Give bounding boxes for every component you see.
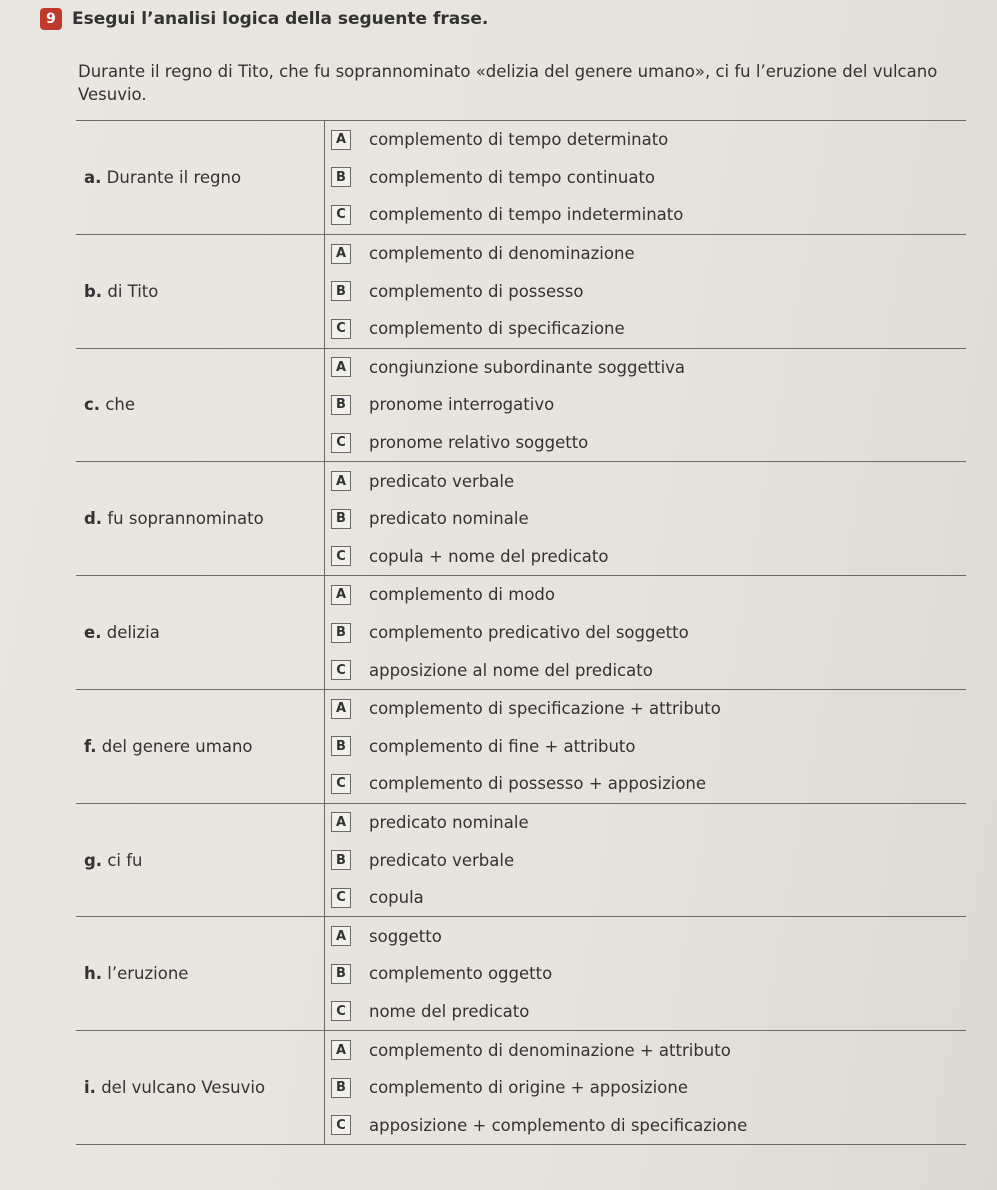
item-text: fu soprannominato	[107, 509, 264, 529]
option-b[interactable]	[331, 386, 966, 424]
option-text: complemento predicativo del soggetto	[369, 623, 689, 643]
option-a[interactable]	[331, 235, 966, 273]
option-letter-box[interactable]: C	[331, 888, 351, 908]
table-row	[76, 803, 966, 917]
exercise-instruction: Esegui l’analisi logica della seguente frase.	[72, 9, 489, 29]
options-cell	[325, 917, 967, 1031]
option-a[interactable]	[331, 917, 966, 955]
option-letter-box[interactable]: A	[331, 244, 351, 264]
option-letter-box[interactable]: A	[331, 1040, 351, 1060]
table-row	[76, 462, 966, 576]
option-b[interactable]	[331, 159, 966, 197]
option-letter-box[interactable]: A	[331, 926, 351, 946]
options-cell	[325, 462, 967, 576]
option-letter-box[interactable]: B	[331, 623, 351, 643]
option-text: complemento di modo	[369, 585, 555, 605]
item-label	[76, 234, 325, 348]
item-text: del genere umano	[101, 736, 253, 756]
table-row	[76, 121, 966, 235]
item-text: di Tito	[107, 281, 159, 301]
item-text: del vulcano Vesuvio	[101, 1078, 266, 1098]
item-text: che	[105, 395, 135, 415]
option-letter-box[interactable]: A	[331, 357, 351, 377]
option-letter-box[interactable]: B	[331, 395, 351, 415]
option-letter-box[interactable]: C	[331, 1115, 351, 1135]
option-a[interactable]	[331, 804, 966, 842]
item-letter: f.	[84, 736, 97, 756]
item-label	[76, 803, 325, 917]
option-c[interactable]	[331, 879, 966, 917]
option-letter-box[interactable]: A	[331, 130, 351, 150]
item-letter: e.	[84, 623, 102, 643]
option-c[interactable]	[331, 993, 966, 1031]
option-a[interactable]	[331, 690, 966, 728]
table-row	[76, 917, 966, 1031]
option-text: complemento di tempo determinato	[369, 130, 669, 150]
item-letter: d.	[84, 509, 103, 529]
option-letter-box[interactable]: B	[331, 736, 351, 756]
option-text: complemento di possesso + apposizione	[369, 774, 707, 794]
option-letter-box[interactable]: C	[331, 546, 351, 566]
item-letter: a.	[84, 167, 102, 187]
item-label	[76, 1031, 325, 1145]
item-letter: h.	[84, 964, 103, 984]
option-letter-box[interactable]: C	[331, 433, 351, 453]
option-a[interactable]	[331, 349, 966, 387]
option-text: complemento oggetto	[369, 964, 553, 984]
table-row	[76, 1031, 966, 1145]
options-cell	[325, 234, 967, 348]
option-letter-box[interactable]: A	[331, 699, 351, 719]
item-letter: g.	[84, 850, 103, 870]
option-a[interactable]	[331, 462, 966, 500]
option-text: complemento di specificazione	[369, 319, 625, 339]
option-text: complemento di denominazione + attributo	[369, 1040, 731, 1060]
item-label	[76, 576, 325, 690]
table-row	[76, 689, 966, 803]
option-text: complemento di tempo continuato	[369, 167, 656, 187]
option-letter-box[interactable]: C	[331, 660, 351, 680]
item-label	[76, 462, 325, 576]
option-c[interactable]	[331, 538, 966, 576]
item-text: Durante il regno	[106, 167, 242, 187]
option-text: complemento di origine + apposizione	[369, 1078, 688, 1098]
options-cell	[325, 803, 967, 917]
options-cell	[325, 689, 967, 803]
option-text: complemento di specificazione + attributo	[369, 699, 721, 719]
option-b[interactable]	[331, 614, 966, 652]
option-text: complemento di possesso	[369, 281, 584, 301]
table-row	[76, 576, 966, 690]
option-letter-box[interactable]: A	[331, 471, 351, 491]
option-b[interactable]	[331, 1069, 966, 1107]
option-letter-box[interactable]: B	[331, 509, 351, 529]
option-text: complemento di fine + attributo	[369, 736, 636, 756]
item-text: delizia	[106, 623, 160, 643]
option-b[interactable]	[331, 955, 966, 993]
option-a[interactable]	[331, 576, 966, 614]
option-c[interactable]	[331, 651, 966, 689]
option-b[interactable]	[331, 500, 966, 538]
option-letter-box[interactable]: B	[331, 281, 351, 301]
option-text: predicato nominale	[369, 812, 529, 832]
item-text: l’eruzione	[107, 964, 189, 984]
item-text: ci fu	[107, 850, 143, 870]
option-letter-box[interactable]: C	[331, 205, 351, 225]
option-text: copula	[369, 888, 424, 908]
item-label	[76, 917, 325, 1031]
option-b[interactable]	[331, 841, 966, 879]
item-letter: b.	[84, 281, 103, 301]
option-letter-box[interactable]: B	[331, 850, 351, 870]
option-letter-box[interactable]: B	[331, 167, 351, 187]
option-text: predicato verbale	[369, 471, 515, 491]
option-c[interactable]	[331, 310, 966, 348]
option-letter-box[interactable]: B	[331, 1078, 351, 1098]
option-letter-box[interactable]: B	[331, 964, 351, 984]
analysis-table	[76, 120, 966, 1145]
item-label	[76, 689, 325, 803]
item-label	[76, 348, 325, 462]
option-c[interactable]	[331, 765, 966, 803]
option-b[interactable]	[331, 272, 966, 310]
option-text: apposizione + complemento di specificazione	[369, 1115, 748, 1135]
option-text: pronome relativo soggetto	[369, 433, 589, 453]
options-cell	[325, 1031, 967, 1145]
option-c[interactable]	[331, 196, 966, 234]
option-letter-box[interactable]: A	[331, 585, 351, 605]
option-letter-box[interactable]: C	[331, 774, 351, 794]
option-letter-box[interactable]: A	[331, 812, 351, 832]
option-letter-box[interactable]: C	[331, 1001, 351, 1021]
table-row	[76, 348, 966, 462]
option-text: soggetto	[369, 926, 442, 946]
option-letter-box[interactable]: C	[331, 319, 351, 339]
exercise-number-badge: 9	[40, 8, 62, 30]
options-cell	[325, 121, 967, 235]
item-letter: i.	[84, 1078, 96, 1098]
option-text: congiunzione subordinante soggettiva	[369, 357, 686, 377]
exercise-header	[40, 8, 488, 30]
options-cell	[325, 576, 967, 690]
option-text: nome del predicato	[369, 1001, 530, 1021]
option-a[interactable]	[331, 121, 966, 159]
option-a[interactable]	[331, 1031, 966, 1069]
option-text: complemento di tempo indeterminato	[369, 205, 684, 225]
table-row	[76, 234, 966, 348]
option-b[interactable]	[331, 728, 966, 766]
item-letter: c.	[84, 395, 101, 415]
item-label	[76, 121, 325, 235]
option-c[interactable]	[331, 424, 966, 462]
option-text: apposizione al nome del predicato	[369, 660, 653, 680]
option-text: complemento di denominazione	[369, 244, 635, 264]
options-cell	[325, 348, 967, 462]
option-text: predicato verbale	[369, 850, 515, 870]
option-text: predicato nominale	[369, 509, 529, 529]
option-text: pronome interrogativo	[369, 395, 555, 415]
option-c[interactable]	[331, 1106, 966, 1144]
option-text: copula + nome del predicato	[369, 546, 609, 566]
exercise-sentence: Durante il regno di Tito, che fu soprannominato «delizia del genere umano», ci fu l’eruzione del vulcano Vesuvio.	[78, 62, 938, 104]
